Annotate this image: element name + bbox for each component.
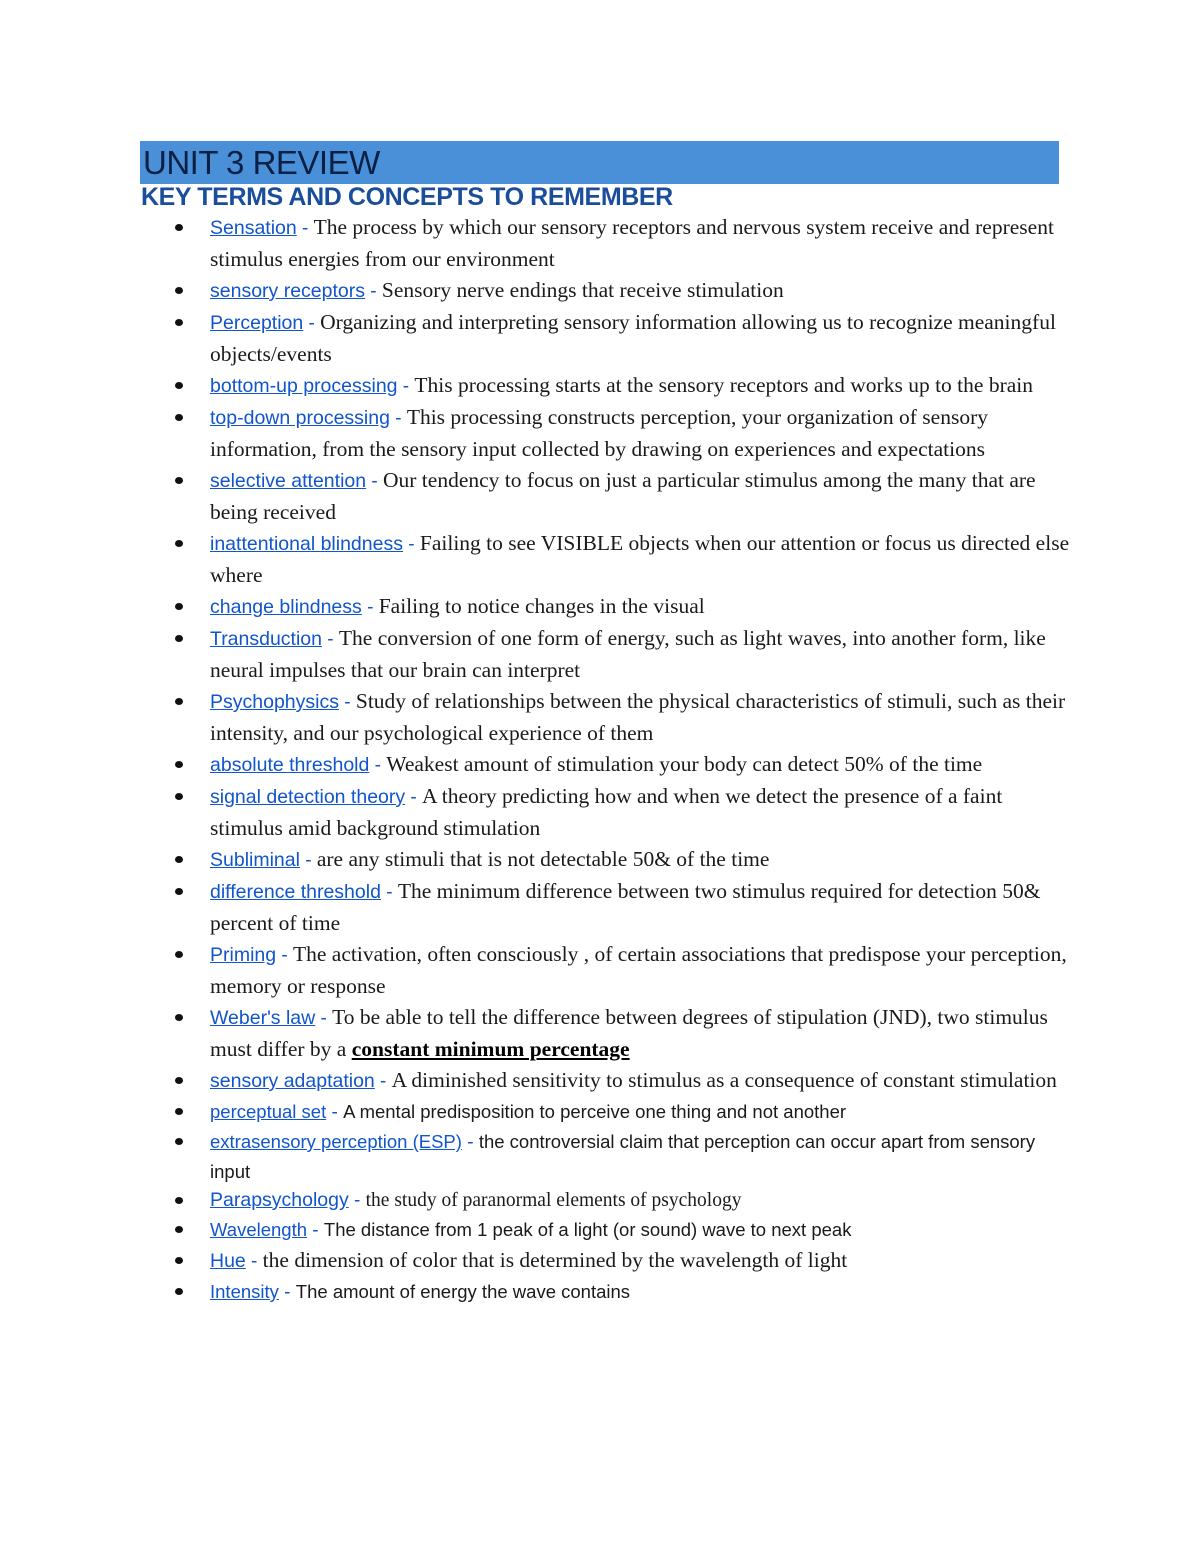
list-item — [210, 1097, 1070, 1127]
term-definition: Failing to notice changes in the visual — [378, 594, 705, 618]
term-separator: - — [245, 1251, 263, 1272]
term-definition: Failing to see VISIBLE objects when our attention or focus us directed else where — [210, 531, 1070, 587]
term-separator: - — [315, 1008, 333, 1029]
bullet-icon — [175, 540, 183, 547]
term-definition: The distance from 1 peak of a light (or sound) wave to next peak — [323, 1219, 852, 1240]
list-item — [210, 1245, 1070, 1277]
bullet-icon — [175, 319, 183, 326]
term-link[interactable]: Parapsychology — [210, 1189, 349, 1211]
term-link[interactable]: selective attention — [210, 470, 367, 492]
term-separator: - — [405, 787, 423, 808]
term-definition: The minimum difference between two stimulus required for detection 50& percent of time — [210, 879, 1041, 935]
list-item — [210, 939, 1070, 1002]
term-definition: the dimension of color that is determined by the wavelength of light — [262, 1248, 848, 1272]
term-link[interactable]: Intensity — [210, 1281, 279, 1302]
bullet-icon — [175, 1108, 183, 1115]
term-separator: - — [461, 1132, 479, 1153]
bullet-icon — [175, 1197, 183, 1204]
bullet-icon — [175, 1077, 183, 1084]
bullet-icon — [175, 856, 183, 863]
bullet-icon — [175, 635, 183, 642]
term-separator: - — [361, 597, 379, 618]
term-link[interactable]: absolute threshold — [210, 754, 370, 776]
term-link[interactable]: change blindness — [210, 596, 362, 618]
list-item — [210, 686, 1070, 749]
page-title: UNIT 3 REVIEW — [143, 144, 380, 181]
term-link[interactable]: Weber's law — [210, 1007, 316, 1029]
term-separator: - — [364, 281, 382, 302]
list-item — [210, 275, 1070, 307]
term-definition: Our tendency to focus on just a particular stimulus among the many that are being received — [210, 468, 1036, 524]
term-link[interactable]: Psychophysics — [210, 691, 339, 713]
list-item — [210, 1127, 1070, 1186]
term-link[interactable]: extrasensory perception (ESP) — [210, 1131, 462, 1152]
term-separator: - — [299, 850, 317, 871]
term-link[interactable]: Priming — [210, 944, 277, 966]
term-link[interactable]: top-down processing — [210, 407, 390, 429]
term-separator: - — [326, 1102, 344, 1123]
term-link[interactable]: difference threshold — [210, 881, 381, 903]
term-definition: A diminished sensitivity to stimulus as a consequence of constant stimulation — [391, 1068, 1057, 1092]
list-item — [210, 591, 1070, 623]
list-item — [210, 1065, 1070, 1097]
list-item — [210, 1215, 1070, 1245]
term-separator: - — [338, 692, 356, 713]
term-separator: - — [348, 1190, 366, 1211]
bullet-icon — [175, 1014, 183, 1021]
list-item — [210, 370, 1070, 402]
list-item — [210, 1277, 1070, 1307]
term-definition: The activation, often consciously , of certain associations that predispose your perception, memory or response — [210, 942, 1067, 998]
term-definition: Study of relationships between the physical characteristics of stimuli, such as their intensity, and our psychological experience of them — [210, 689, 1066, 745]
list-item — [210, 465, 1070, 528]
list-item — [210, 844, 1070, 876]
term-separator: - — [278, 1282, 296, 1303]
list-item — [210, 781, 1070, 844]
term-separator: - — [303, 313, 321, 334]
term-definition: Weakest amount of stimulation your body can detect 50% of the time — [386, 752, 983, 776]
term-definition: This processing constructs perception, your organization of sensory information, from the sensory input collected by drawing on experiences and expectations — [210, 405, 988, 461]
term-separator: - — [389, 408, 407, 429]
bullet-icon — [175, 1257, 183, 1264]
list-item — [210, 1186, 1070, 1215]
list-item — [210, 212, 1070, 275]
term-link[interactable]: Subliminal — [210, 849, 300, 871]
term-definition: Organizing and interpreting sensory information allowing us to recognize meaningful objects/events — [210, 310, 1056, 366]
term-link[interactable]: Transduction — [210, 628, 323, 650]
term-definition: are any stimuli that is not detectable 50& of the time — [316, 847, 770, 871]
term-link[interactable]: Hue — [210, 1250, 246, 1272]
term-separator: - — [366, 471, 383, 492]
bullet-icon — [175, 1288, 183, 1295]
term-separator: - — [374, 1071, 392, 1092]
term-definition: A theory predicting how and when we detect the presence of a faint stimulus amid background stimulation — [210, 784, 1003, 840]
term-definition: This processing starts at the sensory receptors and works up to the brain — [414, 373, 1033, 397]
term-separator: - — [369, 755, 387, 776]
list-item — [210, 402, 1070, 465]
term-link[interactable]: Perception — [210, 312, 304, 334]
bullet-icon — [175, 477, 183, 484]
term-link[interactable]: signal detection theory — [210, 786, 406, 808]
term-definition: the controversial claim that perception can occur apart from sensory input — [210, 1131, 1036, 1182]
bullet-icon — [175, 951, 183, 958]
section-subtitle: KEY TERMS AND CONCEPTS TO REMEMBER — [141, 183, 673, 211]
term-definition: To be able to tell the difference between degrees of stipulation (JND), two stimulus must differ by a — [210, 1005, 1048, 1061]
bullet-icon — [175, 414, 183, 421]
term-link[interactable]: bottom-up processing — [210, 375, 398, 397]
bullet-icon — [175, 793, 183, 800]
term-separator: - — [380, 882, 398, 903]
term-separator: - — [397, 376, 415, 397]
bullet-icon — [175, 382, 183, 389]
definition-emphasis: constant minimum percentage — [351, 1037, 630, 1061]
term-definition: Sensory nerve endings that receive stimulation — [381, 278, 784, 302]
list-item — [210, 749, 1070, 781]
term-separator: - — [322, 629, 339, 650]
bullet-icon — [175, 603, 183, 610]
bullet-icon — [175, 224, 183, 231]
term-separator: - — [276, 945, 293, 966]
list-item — [210, 1002, 1070, 1065]
term-link[interactable]: sensory adaptation — [210, 1070, 375, 1092]
term-separator: - — [402, 534, 420, 555]
term-link[interactable]: Wavelength — [210, 1219, 308, 1240]
term-definition: The amount of energy the wave contains — [295, 1281, 631, 1302]
bullet-icon — [175, 287, 183, 294]
term-definition: the study of paranormal elements of psychology — [365, 1190, 742, 1211]
term-link[interactable]: inattentional blindness — [210, 533, 403, 555]
list-item — [210, 623, 1070, 686]
list-item — [210, 307, 1070, 370]
term-definition: A mental predisposition to perceive one thing and not another — [343, 1101, 847, 1122]
term-link[interactable]: Sensation — [210, 217, 297, 239]
term-separator: - — [296, 218, 314, 239]
key-terms-list — [210, 212, 1070, 1307]
term-separator: - — [307, 1220, 324, 1241]
list-item — [210, 876, 1070, 939]
bullet-icon — [175, 1138, 183, 1145]
bullet-icon — [175, 698, 183, 705]
list-item — [210, 528, 1070, 591]
bullet-icon — [175, 1226, 183, 1233]
term-definition: The process by which our sensory receptors and nervous system receive and represent stimulus energies from our environment — [210, 215, 1054, 271]
bullet-icon — [175, 761, 183, 768]
term-link[interactable]: perceptual set — [210, 1101, 327, 1122]
bullet-icon — [175, 888, 183, 895]
term-definition: The conversion of one form of energy, such as light waves, into another form, like neural impulses that our brain can interpret — [210, 626, 1046, 682]
term-link[interactable]: sensory receptors — [210, 280, 365, 302]
